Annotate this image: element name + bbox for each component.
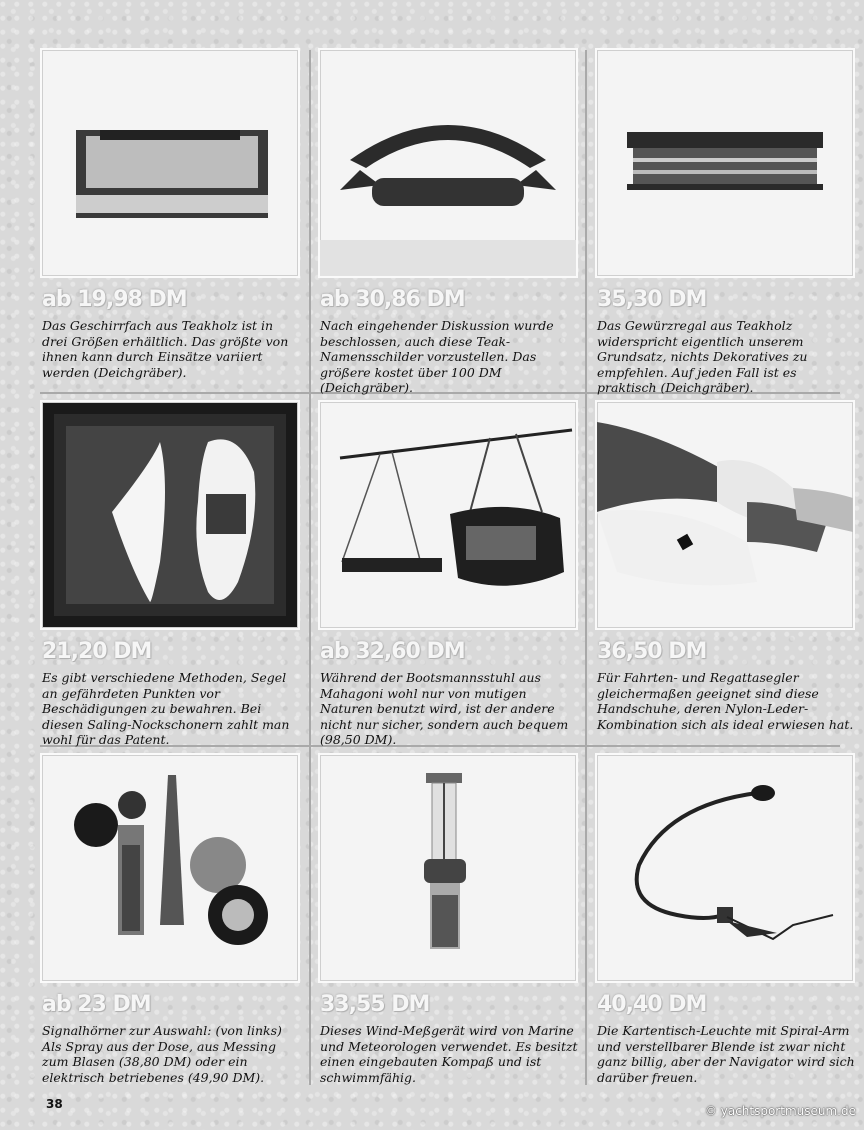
name-boards-image (320, 50, 576, 276)
product-card (40, 753, 302, 1085)
column-divider (585, 50, 587, 1085)
product-card (595, 48, 857, 396)
price-label: ab 30,86 DM (320, 287, 465, 312)
product-card (318, 400, 580, 748)
product-card (318, 48, 580, 396)
price-label: ab 32,60 DM (320, 639, 465, 664)
product-photo-wind-meter (318, 753, 578, 983)
product-photo-signal-horns (40, 753, 300, 983)
product-description: Nach eingehender Diskussion wurde beschlossen, auch diese Teak-Namensschilder vorzustellen. Das größere kostet über 100 DM (Deichgräber). (320, 318, 554, 395)
signal-horns-image (42, 755, 298, 981)
product-photo-name-boards (318, 48, 578, 278)
product-photo-gloves (595, 400, 855, 630)
product-card (40, 48, 302, 380)
product-photo-spice-rack (595, 48, 855, 278)
product-description: Für Fahrten- und Regattasegler gleichermaßen geeignet sind diese Handschuhe, deren Nylon-Leder-Kombination sich als ideal erwiesen hat. (597, 670, 854, 732)
product-photo-dish-rack (40, 48, 300, 278)
product-description: Das Gewürzregal aus Teakholz widerspricht eigentlich unserem Grundsatz, nichts Dekoratives zu empfehlen. Auf jeden Fall ist es praktisch (Deichgräber). (597, 318, 808, 395)
watermark-credit: © yachtsportmuseum.de (704, 1104, 856, 1118)
price-label: 33,55 DM (320, 992, 430, 1017)
product-description: Dieses Wind-Meßgerät wird von Marine und Meteorologen verwendet. Es besitzt einen eingebauten Kompaß und ist schwimmfähig. (320, 1023, 578, 1085)
price-label: 35,30 DM (597, 287, 707, 312)
page-number: 38 (46, 1097, 63, 1111)
product-card (595, 753, 857, 1085)
product-description: Signalhörner zur Auswahl: (von links) Als Spray aus der Dose, aus Messing zum Blasen (38,80 DM) oder ein elektrisch betriebenes (49,90 DM). (42, 1023, 282, 1085)
product-photo-chart-lamp (595, 753, 855, 983)
price-label: 21,20 DM (42, 639, 152, 664)
product-description: Das Geschirrfach aus Teakholz ist in drei Größen erhältlich. Das größte von ihnen kann durch Einsätze variiert werden (Deichgräber). (42, 318, 289, 380)
product-description: Während der Bootsmannsstuhl aus Mahagoni wohl nur von mutigen Naturen benutzt wird, ist der andere nicht nur sicher, sondern auch bequem (98,50 DM). (320, 670, 569, 747)
column-divider (309, 50, 311, 1085)
wind-meter-image (320, 755, 576, 981)
product-description: Es gibt verschiedene Methoden, Segel an gefährdeten Punkten vor Beschädigungen zu bewahren. Bei diesen Saling-Nockschonern zahlt man wohl für das Patent. (42, 670, 290, 747)
price-label: 36,50 DM (597, 639, 707, 664)
gloves-image (597, 402, 853, 628)
spreader-boots-image (42, 402, 298, 628)
product-photo-spreader-boots (40, 400, 300, 630)
dish-rack-image (42, 50, 298, 276)
bosuns-chair-image (320, 402, 576, 628)
product-description: Die Kartentisch-Leuchte mit Spiral-Arm und verstellbarer Blende ist zwar nicht ganz billig, aber der Navigator wird sich darüber freuen. (597, 1023, 855, 1085)
price-label: ab 23 DM (42, 992, 151, 1017)
spice-rack-image (597, 50, 853, 276)
product-card (318, 753, 580, 1085)
product-card (40, 400, 302, 748)
product-photo-bosuns-chair (318, 400, 578, 630)
price-label: ab 19,98 DM (42, 287, 187, 312)
price-label: 40,40 DM (597, 992, 707, 1017)
product-card (595, 400, 857, 732)
chart-lamp-image (597, 755, 853, 981)
